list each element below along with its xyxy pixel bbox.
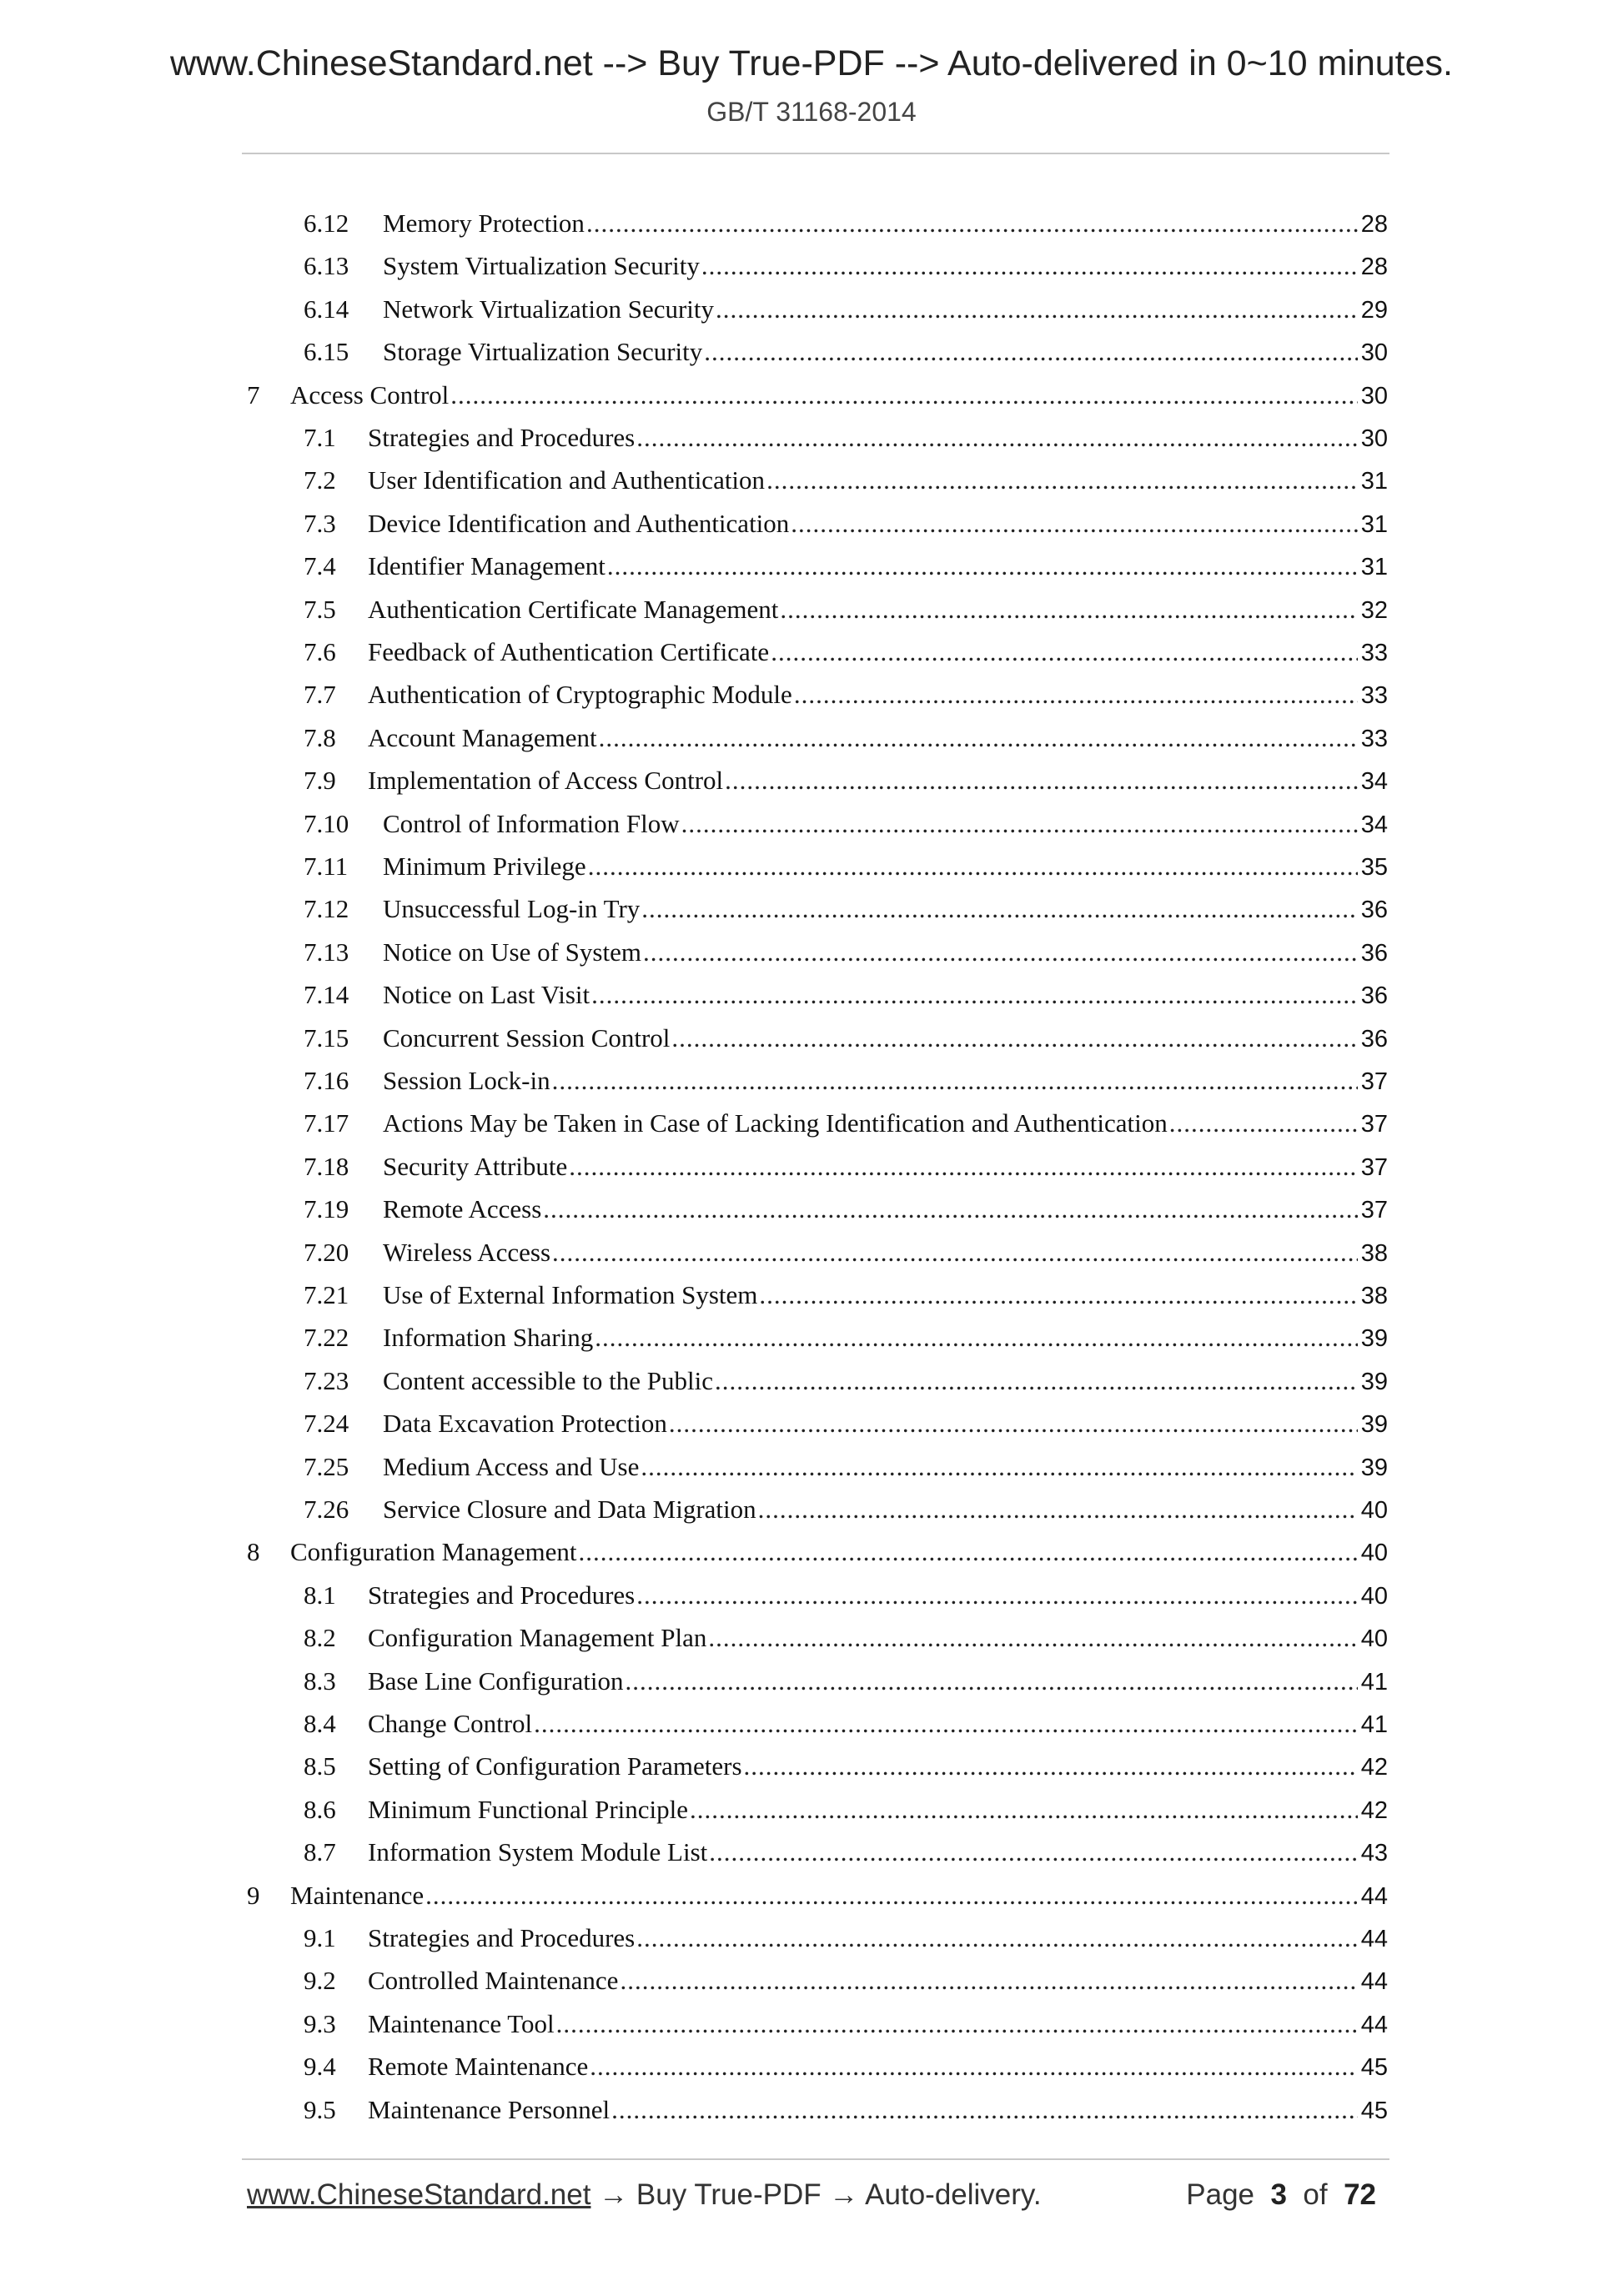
toc-entry[interactable] — [304, 809, 1388, 852]
toc-entry[interactable] — [304, 1795, 1388, 1837]
toc-entry[interactable] — [304, 551, 1388, 594]
toc-entry-title: Concurrent Session Control — [383, 1022, 671, 1053]
toc-entry[interactable] — [304, 1623, 1388, 1665]
toc-entry-number: 9.3 — [304, 2008, 336, 2038]
toc-entry[interactable] — [304, 937, 1388, 980]
toc-entry-page: 45 — [1360, 2097, 1388, 2124]
toc-dot-leader — [556, 2009, 1358, 2039]
toc-entry[interactable] — [304, 1238, 1388, 1280]
toc-entry-page: 35 — [1360, 854, 1388, 881]
toc-entry-page: 36 — [1360, 982, 1388, 1010]
toc-entry[interactable] — [304, 852, 1388, 894]
toc-entry[interactable] — [304, 337, 1388, 379]
toc-entry[interactable] — [304, 1966, 1388, 2008]
toc-entry[interactable] — [304, 1066, 1388, 1108]
toc-entry-number: 7.16 — [304, 1066, 349, 1095]
toc-entry-title: Implementation of Access Control — [368, 766, 724, 796]
toc-entry-number: 7.11 — [304, 852, 349, 881]
toc-dot-leader — [758, 1495, 1358, 1525]
toc-entry[interactable] — [304, 1666, 1388, 1709]
toc-dot-leader — [725, 766, 1358, 796]
toc-entry-title: Unsuccessful Log-in Try — [383, 894, 641, 924]
toc-entry[interactable] — [304, 509, 1388, 551]
toc-entry[interactable] — [304, 465, 1388, 508]
toc-entry[interactable] — [304, 251, 1388, 294]
toc-entry-number: 7.6 — [304, 637, 336, 666]
toc-dot-leader — [607, 551, 1358, 581]
toc-entry-title: User Identification and Authentication — [368, 465, 766, 495]
toc-entry-number: 6.14 — [304, 294, 349, 324]
toc-entry[interactable] — [304, 1323, 1388, 1365]
toc-entry-title: Information System Module List — [368, 1837, 708, 1867]
toc-entry[interactable] — [304, 766, 1388, 808]
toc-entry-page: 33 — [1360, 725, 1388, 752]
toc-entry-page: 28 — [1360, 211, 1388, 238]
toc-entry-title: Access Control — [290, 379, 450, 409]
toc-entry-number: 9.1 — [304, 1923, 336, 1952]
toc-entry-title: Minimum Functional Principle — [368, 1794, 689, 1824]
toc-entry-number: 7.4 — [304, 551, 336, 581]
current-page: 3 — [1270, 2178, 1287, 2211]
toc-entry-number: 8.7 — [304, 1837, 336, 1867]
toc-dot-leader — [450, 380, 1357, 410]
toc-entry[interactable] — [304, 1580, 1388, 1623]
toc-entry-number: 7.26 — [304, 1495, 349, 1524]
toc-entry-number: 7 — [247, 379, 260, 409]
header-divider — [242, 153, 1389, 154]
toc-dot-leader — [690, 1795, 1358, 1825]
toc-entry-title: Remote Maintenance — [368, 2052, 589, 2082]
toc-entry-title: Controlled Maintenance — [368, 1966, 619, 1996]
toc-entry-title: Strategies and Procedures — [368, 1580, 636, 1610]
footer-tagline — [247, 2178, 1042, 2212]
toc-entry-number: 7.13 — [304, 937, 349, 967]
toc-entry-page: 38 — [1360, 1283, 1388, 1309]
toc-dot-leader — [791, 509, 1357, 539]
toc-entry[interactable] — [304, 595, 1388, 637]
toc-entry-page: 37 — [1360, 1153, 1388, 1181]
toc-entry-number: 7.8 — [304, 722, 336, 752]
toc-dot-leader — [595, 1323, 1357, 1353]
toc-entry[interactable] — [304, 1709, 1388, 1751]
toc-entry[interactable] — [304, 1751, 1388, 1794]
toc-entry-title: Remote Access — [383, 1194, 542, 1224]
toc-dot-leader — [701, 251, 1358, 281]
toc-entry[interactable] — [304, 980, 1388, 1022]
toc-entry-number: 7.22 — [304, 1323, 349, 1353]
footer-link[interactable]: www.ChineseStandard.net — [247, 2178, 591, 2211]
toc-entry[interactable] — [304, 1194, 1388, 1237]
toc-entry-number: 7.23 — [304, 1365, 349, 1395]
toc-entry-page: 31 — [1360, 554, 1388, 581]
toc-dot-leader — [643, 937, 1358, 967]
toc-entry-page: 31 — [1360, 468, 1388, 495]
toc-entry-title: System Virtualization Security — [383, 251, 700, 281]
toc-entry-number: 8.4 — [304, 1709, 336, 1738]
toc-entry-page: 33 — [1360, 640, 1388, 666]
toc-entry-title: Wireless Access — [383, 1237, 551, 1267]
toc-entry-page: 41 — [1360, 1711, 1388, 1738]
toc-dot-leader — [579, 1537, 1358, 1567]
toc-entry-title: Base Line Configuration — [368, 1665, 624, 1696]
toc-entry-page: 30 — [1360, 425, 1388, 452]
toc-entry[interactable] — [304, 1837, 1388, 1880]
toc-entry[interactable] — [304, 680, 1388, 722]
toc-entry-page: 44 — [1360, 1882, 1388, 1910]
toc-entry-number: 8.3 — [304, 1665, 336, 1696]
toc-dot-leader — [704, 337, 1357, 367]
toc-entry-page: 43 — [1360, 1840, 1388, 1867]
toc-entry[interactable] — [304, 208, 1388, 251]
toc-dot-leader — [1169, 1108, 1358, 1138]
toc-entry-page: 30 — [1360, 339, 1388, 367]
page-word: Page — [1186, 2178, 1255, 2211]
toc-entry[interactable] — [304, 2052, 1388, 2094]
toc-dot-leader — [766, 465, 1358, 495]
toc-entry-number: 6.12 — [304, 208, 349, 238]
toc-entry[interactable] — [304, 1409, 1388, 1451]
toc-entry-number: 7.7 — [304, 680, 336, 710]
toc-dot-leader — [552, 1066, 1358, 1096]
toc-entry-page: 32 — [1360, 596, 1388, 624]
toc-entry-number: 7.3 — [304, 508, 336, 538]
toc-dot-leader — [599, 723, 1358, 753]
toc-entry-page: 38 — [1360, 1239, 1388, 1267]
toc-entry-title: Service Closure and Data Migration — [383, 1495, 756, 1524]
toc-entry-title: Information Sharing — [383, 1323, 594, 1353]
toc-entry-number: 7.24 — [304, 1409, 349, 1439]
toc-entry-title: Configuration Management Plan — [368, 1623, 707, 1653]
toc-entry-number: 7.12 — [304, 894, 349, 924]
toc-dot-leader — [759, 1280, 1357, 1310]
toc-entry-title: Maintenance Tool — [368, 2008, 555, 2038]
toc-dot-leader — [611, 2095, 1358, 2125]
toc-dot-leader — [588, 852, 1358, 882]
toc-dot-leader — [586, 208, 1358, 239]
toc-entry-title: Network Virtualization Security — [383, 294, 715, 324]
toc-entry[interactable] — [304, 294, 1388, 337]
toc-entry-page: 33 — [1360, 682, 1388, 710]
toc-entry-number: 7.2 — [304, 465, 336, 495]
toc-entry-page: 39 — [1360, 1454, 1388, 1481]
toc-entry[interactable] — [304, 637, 1388, 680]
toc-entry[interactable] — [304, 2095, 1388, 2138]
toc-entry-page: 34 — [1360, 768, 1388, 796]
toc-entry-title: Notice on Use of System — [383, 937, 641, 967]
toc-entry-page: 29 — [1360, 296, 1388, 324]
toc-entry-title: Memory Protection — [383, 208, 585, 238]
toc-entry-page: 28 — [1360, 254, 1388, 281]
toc-entry-page: 39 — [1360, 1368, 1388, 1395]
toc-entry-title: Security Attribute — [383, 1151, 568, 1181]
toc-entry-page: 36 — [1360, 897, 1388, 924]
toc-entry-title: Setting of Configuration Parameters — [368, 1751, 742, 1781]
toc-entry-number: 7.1 — [304, 423, 336, 452]
toc-entry-title: Authentication Certificate Management — [368, 594, 779, 624]
toc-entry[interactable] — [247, 380, 1388, 423]
toc-entry-number: 7.17 — [304, 1108, 349, 1138]
toc-entry[interactable] — [304, 894, 1388, 937]
page-indicator — [1186, 2178, 1376, 2212]
toc-entry-title: Configuration Management — [290, 1537, 577, 1567]
toc-dot-leader — [569, 1152, 1357, 1182]
toc-entry-page: 42 — [1360, 1754, 1388, 1781]
toc-entry[interactable] — [304, 423, 1388, 465]
toc-entry-title: Strategies and Procedures — [368, 423, 636, 452]
toc-entry-number: 7.18 — [304, 1151, 349, 1181]
toc-entry[interactable] — [304, 1280, 1388, 1323]
toc-entry-title: Session Lock-in — [383, 1066, 550, 1095]
toc-entry-title: Authentication of Cryptographic Module — [368, 680, 792, 710]
toc-entry-page: 41 — [1360, 1668, 1388, 1696]
toc-entry[interactable] — [304, 1108, 1388, 1151]
toc-entry-number: 6.15 — [304, 337, 349, 367]
footer-divider — [242, 2158, 1389, 2160]
toc-dot-leader — [744, 1751, 1358, 1781]
toc-entry-page: 42 — [1360, 1796, 1388, 1824]
toc-dot-leader — [716, 294, 1358, 324]
toc-dot-leader — [715, 1366, 1358, 1396]
toc-entry-number: 7.9 — [304, 766, 336, 796]
toc-entry-page: 40 — [1360, 1497, 1388, 1524]
toc-entry-title: Maintenance — [290, 1880, 425, 1910]
toc-entry[interactable] — [304, 1152, 1388, 1194]
toc-entry-page: 44 — [1360, 1926, 1388, 1952]
toc-dot-leader — [641, 894, 1357, 924]
toc-entry-page: 39 — [1360, 1411, 1388, 1439]
toc-entry-number: 7.25 — [304, 1451, 349, 1481]
toc-dot-leader — [636, 423, 1358, 453]
toc-dot-leader — [552, 1238, 1358, 1268]
toc-entry-number: 7.20 — [304, 1237, 349, 1267]
toc-entry-number: 9.4 — [304, 2052, 336, 2082]
toc-entry-page: 34 — [1360, 811, 1388, 838]
toc-dot-leader — [425, 1881, 1358, 1911]
toc-entry-title: Storage Virtualization Security — [383, 337, 703, 367]
toc-entry-number: 9.5 — [304, 2094, 336, 2124]
toc-entry-page: 31 — [1360, 510, 1388, 538]
toc-dot-leader — [620, 1966, 1357, 1996]
toc-entry-number: 7.14 — [304, 980, 349, 1010]
toc-entry-page: 44 — [1360, 2011, 1388, 2038]
toc-entry-title: Maintenance Personnel — [368, 2094, 611, 2124]
toc-entry-title: Actions May be Taken in Case of Lacking Identification and Authentication — [383, 1108, 1168, 1138]
toc-entry[interactable] — [304, 2009, 1388, 2052]
toc-entry-title: Medium Access and Use — [383, 1451, 640, 1481]
toc-dot-leader — [708, 1623, 1357, 1653]
toc-entry[interactable] — [247, 1537, 1388, 1580]
toc-dot-leader — [771, 637, 1358, 667]
toc-dot-leader — [794, 680, 1358, 710]
toc-entry[interactable] — [304, 1923, 1388, 1966]
toc-dot-leader — [780, 595, 1357, 625]
toc-dot-leader — [534, 1709, 1358, 1739]
toc-entry[interactable] — [304, 1495, 1388, 1537]
toc-dot-leader — [641, 1452, 1357, 1482]
toc-entry[interactable] — [304, 723, 1388, 766]
of-word: of — [1303, 2178, 1328, 2211]
toc-entry[interactable] — [304, 1452, 1388, 1495]
toc-entry-title: Minimum Privilege — [383, 852, 586, 881]
toc-entry-number: 8.2 — [304, 1623, 336, 1653]
toc-dot-leader — [681, 809, 1358, 839]
toc-dot-leader — [543, 1194, 1357, 1224]
toc-entry-number: 8.1 — [304, 1580, 336, 1610]
toc-entry-page: 36 — [1360, 939, 1388, 967]
toc-entry-page: 40 — [1360, 1540, 1388, 1567]
toc-entry-title: Control of Information Flow — [383, 808, 680, 838]
toc-entry-title: Change Control — [368, 1709, 533, 1738]
toc-entry-title: Account Management — [368, 722, 597, 752]
toc-entry[interactable] — [304, 1366, 1388, 1409]
toc-entry-number: 8 — [247, 1537, 260, 1567]
toc-entry-number: 6.13 — [304, 251, 349, 281]
toc-entry-title: Feedback of Authentication Certificate — [368, 637, 770, 666]
toc-dot-leader — [590, 2052, 1357, 2082]
toc-entry-title: Identifier Management — [368, 551, 605, 581]
toc-entry-page: 39 — [1360, 1325, 1388, 1353]
toc-entry[interactable] — [304, 1023, 1388, 1066]
toc-entry-title: Device Identification and Authentication — [368, 508, 790, 538]
toc-entry-page: 40 — [1360, 1582, 1388, 1610]
toc-entry-title: Data Excavation Protection — [383, 1409, 667, 1439]
document-id: GB/T 31168-2014 — [706, 97, 917, 127]
toc-entry[interactable] — [247, 1881, 1388, 1923]
toc-dot-leader — [671, 1023, 1357, 1053]
toc-dot-leader — [709, 1837, 1357, 1867]
header-title: www.ChineseStandard.net --> Buy True-PDF --> Auto-delivered in 0~10 minutes. — [169, 43, 1453, 83]
toc-entry-page: 37 — [1360, 1197, 1388, 1224]
toc-entry-page: 36 — [1360, 1025, 1388, 1053]
toc-entry-number: 9 — [247, 1880, 260, 1910]
toc-dot-leader — [636, 1580, 1358, 1610]
toc-entry-title: Use of External Information System — [383, 1280, 758, 1309]
toc-entry-page: 44 — [1360, 1968, 1388, 1996]
toc-dot-leader — [669, 1409, 1358, 1439]
toc-entry-number: 7.19 — [304, 1194, 349, 1224]
toc-entry-number: 9.2 — [304, 1966, 336, 1996]
toc-entry-page: 40 — [1360, 1625, 1388, 1653]
toc-entry-page: 37 — [1360, 1068, 1388, 1095]
toc-entry-page: 30 — [1360, 382, 1388, 409]
toc-entry-title: Notice on Last Visit — [383, 980, 590, 1010]
toc-entry-title: Strategies and Procedures — [368, 1923, 636, 1952]
toc-entry-number: 7.10 — [304, 808, 349, 838]
toc-entry-number: 7.21 — [304, 1280, 349, 1309]
toc-entry-title: Content accessible to the Public — [383, 1365, 714, 1395]
footer-tagline-text: → Buy True-PDF → Auto-delivery. — [590, 2178, 1042, 2211]
toc-dot-leader — [591, 980, 1358, 1010]
toc-entry-number: 7.15 — [304, 1022, 349, 1053]
toc-entry-page: 45 — [1360, 2054, 1388, 2082]
toc-entry-number: 8.5 — [304, 1751, 336, 1781]
toc-entry-number: 8.6 — [304, 1794, 336, 1824]
toc-entry-number: 7.5 — [304, 594, 336, 624]
toc-dot-leader — [626, 1666, 1358, 1696]
total-pages: 72 — [1344, 2178, 1376, 2211]
toc-entry-page: 37 — [1360, 1111, 1388, 1138]
toc-dot-leader — [636, 1923, 1358, 1953]
